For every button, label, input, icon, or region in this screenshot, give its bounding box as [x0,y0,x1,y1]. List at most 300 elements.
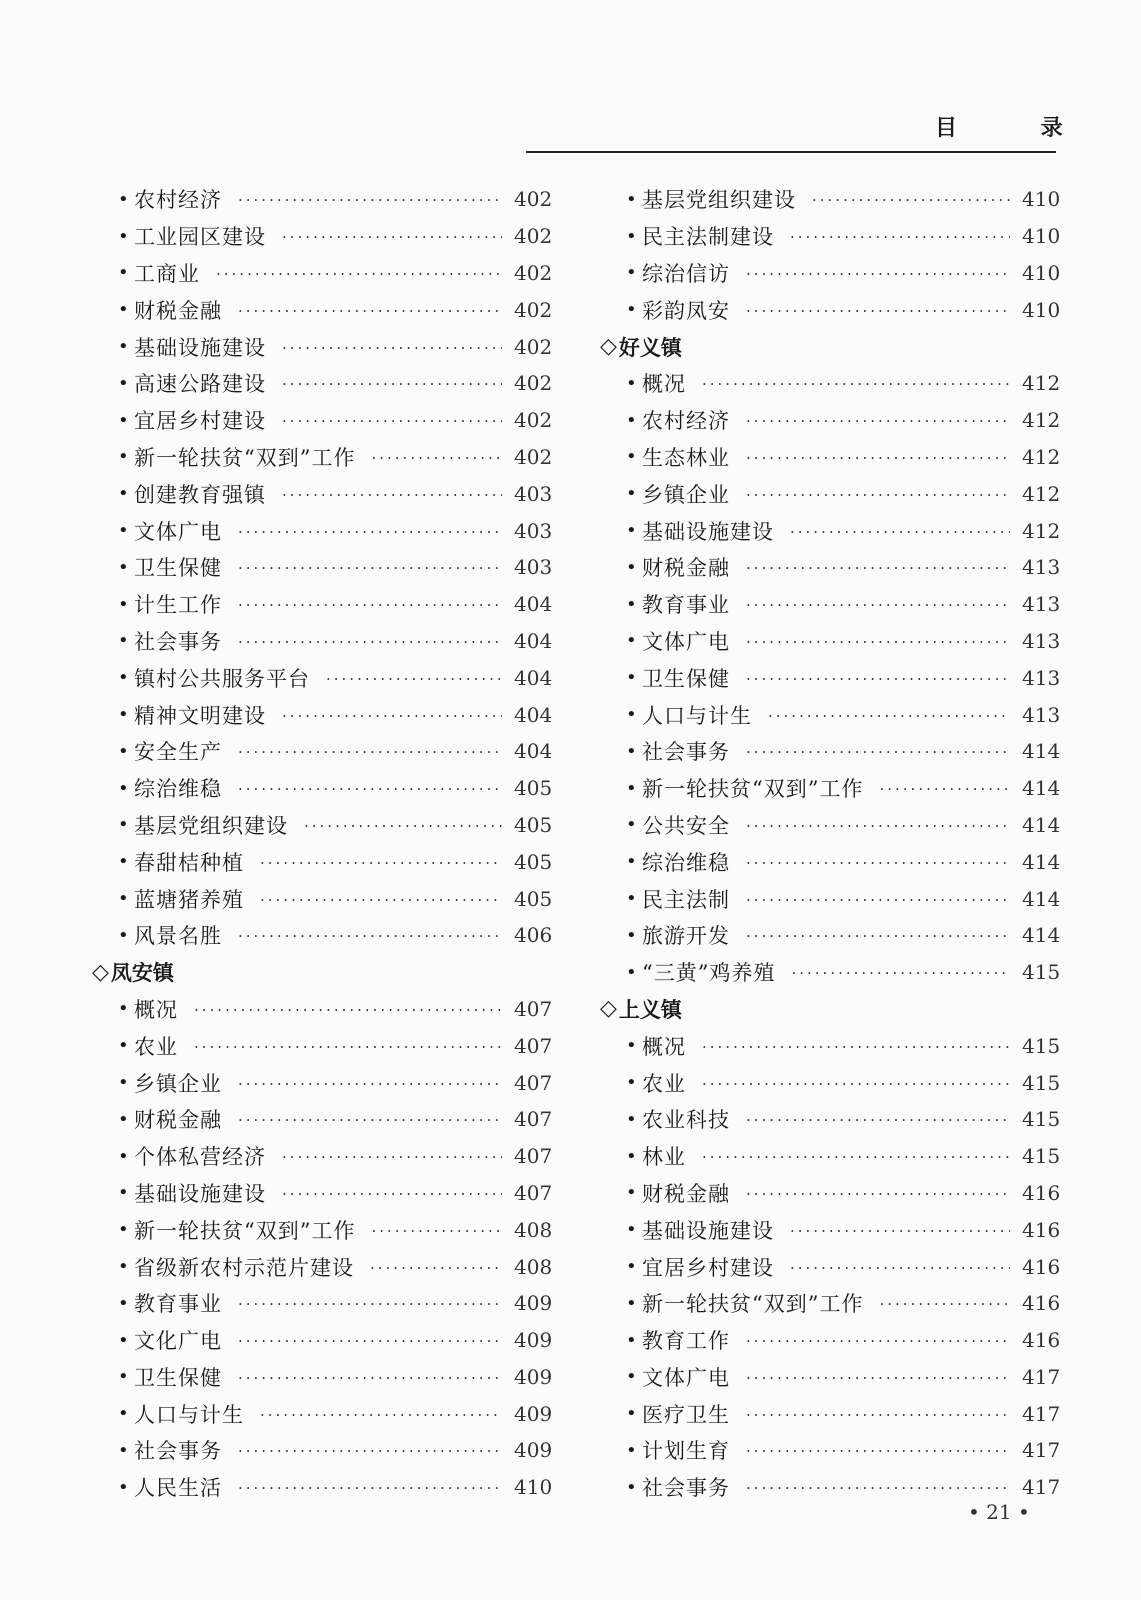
entry-page-number: 413 [1022,628,1061,653]
entry-label: 创建教育强镇 [134,482,266,507]
toc-entry [92,255,553,292]
toc-entry [600,1248,1061,1285]
dot-leader [238,1369,502,1387]
dot-leader [194,1001,502,1019]
bullet-icon: • [118,1366,129,1388]
entry-label: 社会事务 [134,629,222,654]
entry-page-number: 410 [514,1475,553,1500]
toc-entry [92,880,553,917]
toc-entry [600,291,1061,328]
toc-entry [92,402,553,439]
bullet-icon: • [118,336,129,358]
dot-leader [790,228,1010,246]
toc-entry [92,586,553,623]
entry-label: 工商业 [134,261,200,286]
page-header-title: 目 录 [935,116,1101,141]
dot-leader [304,817,502,835]
toc-entry [92,659,553,696]
entry-page-number: 413 [1022,702,1061,727]
bullet-icon: • [118,1329,129,1351]
bullet-icon: • [118,262,129,284]
entry-page-number: 413 [1022,555,1061,580]
bullet-icon: • [626,299,637,321]
entry-label: 宜居乡村建设 [134,409,266,434]
bullet-icon: • [118,740,129,762]
dot-leader [282,1148,502,1166]
dot-leader [282,707,502,725]
entry-page-number: 416 [1022,1254,1061,1279]
toc-entry [600,1175,1061,1212]
entry-page-number: 403 [514,518,553,543]
toc-entry [92,1248,553,1285]
toc-entry [92,1064,553,1101]
dot-leader [260,891,502,909]
bullet-icon: • [118,372,129,394]
entry-page-number: 413 [1022,665,1061,690]
entry-page-number: 410 [1022,297,1061,322]
dot-leader [790,1222,1010,1240]
toc-entry [92,1359,553,1396]
bullet-icon: • [118,1108,129,1130]
toc-entry [92,1432,553,1469]
entry-page-number: 414 [1022,776,1061,801]
entry-label: 个体私营经济 [134,1145,266,1170]
bullet-icon: • [118,1256,129,1277]
dot-leader [746,1442,1010,1460]
dot-leader [746,265,1010,283]
entry-label: 农村经济 [642,409,730,434]
entry-label: 蓝塘猪养殖 [134,887,244,912]
bullet-icon: • [626,1439,637,1461]
toc-entry [600,1395,1061,1432]
dot-leader [702,1038,1010,1056]
bullet-icon: • [626,372,637,394]
bullet-icon: • [626,1292,637,1314]
entry-label: 农村经济 [134,188,222,213]
bullet-icon: • [118,1219,129,1241]
entry-label: 文化广电 [134,1329,222,1354]
entry-label: 综治维稳 [134,777,222,802]
dot-leader [260,1406,502,1424]
entry-page-number: 414 [1022,886,1061,911]
entry-page-number: 404 [514,665,553,690]
entry-label: 综治信访 [642,261,730,286]
dot-leader [238,523,502,541]
toc-entry [92,328,553,365]
entry-label: 计划生育 [642,1439,730,1464]
entry-page-number: 402 [514,297,553,322]
entry-label: 新一轮扶贫“双到”工作 [134,445,356,470]
entry-page-number: 402 [514,408,553,433]
entry-label: 概况 [642,372,686,397]
entry-page-number: 409 [514,1438,553,1463]
bullet-icon: • [118,483,129,505]
entry-label: 民主法制 [642,887,730,912]
bullet-icon: • [626,446,637,468]
dot-leader [238,1111,502,1129]
entry-page-number: 415 [1022,1107,1061,1132]
entry-page-number: 415 [1022,1144,1061,1169]
entry-label: 基层党组织建设 [134,813,288,838]
toc-entry [600,1285,1061,1322]
bullet-icon: • [626,188,637,210]
entry-label: 镇村公共服务平台 [134,666,310,691]
bullet-icon: • [118,998,129,1020]
entry-page-number: 407 [514,1033,553,1058]
toc-entry [92,1395,553,1432]
bullet-icon: • [118,1145,129,1167]
bullet-icon: • [626,483,637,505]
entry-page-number: 408 [514,1254,553,1279]
entry-page-number: 405 [514,886,553,911]
dot-leader [371,1222,502,1240]
dot-leader [238,1332,502,1350]
dot-leader [746,670,1010,688]
entry-label: 卫生保健 [134,556,222,581]
entry-page-number: 402 [514,334,553,359]
bullet-icon: • [626,961,637,983]
entry-page-number: 405 [514,849,553,874]
entry-page-number: 417 [1022,1401,1061,1426]
bullet-icon: • [118,299,129,321]
section-label: 凤安镇 [110,960,174,986]
toc-entry [600,1359,1061,1396]
toc-entry [600,255,1061,292]
dot-leader [282,486,502,504]
toc-entry [92,623,553,660]
dot-leader [746,596,1010,614]
bullet-icon: • [118,188,129,210]
toc-entry [600,807,1061,844]
entry-page-number: 413 [1022,592,1061,617]
entry-label: 计生工作 [134,593,222,618]
dot-leader [371,449,502,467]
entry-label: 财税金融 [134,298,222,323]
bullet-icon: • [118,1439,129,1461]
toc-entry [92,1101,553,1138]
entry-page-number: 402 [514,371,553,396]
entry-page-number: 416 [1022,1217,1061,1242]
bullet-icon: • [118,1476,129,1498]
bullet-icon: • [118,409,129,431]
bullet-icon: • [118,556,129,578]
entry-label: 社会事务 [642,740,730,765]
toc-entry [600,659,1061,696]
entry-label: 基础设施建设 [134,1181,266,1206]
toc-entry [92,1027,553,1064]
toc-entry [92,181,553,218]
bullet-icon: • [626,556,637,578]
bullet-icon: • [118,924,129,946]
dot-leader [768,707,1010,725]
dot-leader [746,1111,1010,1129]
dot-leader [790,523,1010,541]
dot-leader [746,1479,1010,1497]
bullet-icon: • [118,446,129,468]
dot-leader [702,1148,1010,1166]
dot-leader [746,1406,1010,1424]
bullet-icon: • [118,593,129,615]
bullet-icon: • [626,740,637,762]
bullet-icon: • [626,593,637,615]
entry-label: 财税金融 [642,1181,730,1206]
dot-leader [238,780,502,798]
entry-label: 人口与计生 [134,1402,244,1427]
entry-page-number: 414 [1022,739,1061,764]
dot-leader [746,559,1010,577]
entry-page-number: 404 [514,628,553,653]
entry-label: 春甜桔种植 [134,850,244,875]
entry-page-number: 409 [514,1364,553,1389]
entry-page-number: 407 [514,1144,553,1169]
entry-page-number: 414 [1022,849,1061,874]
toc-entry [600,733,1061,770]
entry-label: 卫生保健 [134,1365,222,1390]
entry-page-number: 409 [514,1401,553,1426]
dot-leader [790,1259,1010,1277]
bullet-icon: • [118,667,129,689]
toc-entry [600,218,1061,255]
entry-label: 基础设施建设 [134,335,266,360]
bullet-icon: • [626,777,637,799]
toc-entry [600,1138,1061,1175]
dot-leader [238,1295,502,1313]
bullet-icon: • [626,630,637,652]
entry-label: 教育工作 [642,1329,730,1354]
bullet-icon: • [626,409,637,431]
entry-page-number: 412 [1022,408,1061,433]
dot-leader [879,780,1010,798]
bullet-icon: • [118,1182,129,1204]
entry-page-number: 416 [1022,1180,1061,1205]
entry-label: 概况 [134,997,178,1022]
toc-entry [92,365,553,402]
dot-leader [879,1295,1010,1313]
entry-page-number: 403 [514,555,553,580]
bullet-icon: • [626,1182,637,1204]
dot-leader [746,743,1010,761]
dot-leader [238,559,502,577]
toc-section-heading [600,328,1058,365]
bullet-icon: • [626,262,637,284]
bullet-icon: • [118,777,129,799]
entry-label: 民主法制建设 [642,225,774,250]
toc-entry [600,880,1061,917]
entry-page-number: 402 [514,224,553,249]
toc-entry [92,733,553,770]
entry-label: 文体广电 [642,1365,730,1390]
entry-label: 工业园区建设 [134,225,266,250]
toc-right-column [600,181,1061,1506]
toc-entry [600,512,1061,549]
toc-entry [92,917,553,954]
entry-label: 文体广电 [134,519,222,544]
entry-label: 基础设施建设 [642,1218,774,1243]
bullet-icon: • [118,888,129,910]
toc-entry [92,439,553,476]
entry-page-number: 410 [1022,260,1061,285]
toc-entry [600,917,1061,954]
dot-leader [746,302,1010,320]
toc-entry [92,1211,553,1248]
entry-page-number: 412 [1022,371,1061,396]
entry-label: 教育事业 [134,1292,222,1317]
entry-page-number: 415 [1022,1070,1061,1095]
bullet-icon: • [626,1108,637,1130]
dot-leader [238,743,502,761]
bullet-icon: • [118,851,129,873]
entry-label: 概况 [642,1034,686,1059]
entry-label: 人口与计生 [642,703,752,728]
dot-leader [194,1038,502,1056]
dot-leader [746,891,1010,909]
toc-entry [600,475,1061,512]
entry-page-number: 409 [514,1328,553,1353]
toc-entry [92,1138,553,1175]
entry-page-number: 416 [1022,1328,1061,1353]
toc-entry [600,365,1061,402]
dot-leader [746,1369,1010,1387]
entry-page-number: 410 [1022,187,1061,212]
entry-page-number: 410 [1022,224,1061,249]
entry-page-number: 406 [514,923,553,948]
dot-leader [746,449,1010,467]
entry-page-number: 414 [1022,812,1061,837]
bullet-icon: • [626,1035,637,1057]
toc-entry [600,1064,1061,1101]
diamond-icon: ◇ [92,959,109,985]
entry-label: 高速公路建设 [134,372,266,397]
bullet-icon: • [626,1219,637,1241]
entry-page-number: 408 [514,1217,553,1242]
entry-label: 新一轮扶贫“双到”工作 [642,777,864,802]
page-number: • 21 • [968,1500,1030,1524]
entry-page-number: 412 [1022,518,1061,543]
entry-label: 新一轮扶贫“双到”工作 [134,1218,356,1243]
entry-page-number: 414 [1022,923,1061,948]
dot-leader [238,191,502,209]
entry-label: 旅游开发 [642,924,730,949]
entry-page-number: 415 [1022,960,1061,985]
toc-entry [600,1101,1061,1138]
dot-leader [746,817,1010,835]
dot-leader [238,302,502,320]
section-label: 好义镇 [618,334,682,360]
dot-leader [746,633,1010,651]
bullet-icon: • [118,814,129,836]
dot-leader [282,412,502,430]
entry-label: 乡镇企业 [134,1071,222,1096]
dot-leader [238,1075,502,1093]
toc-entry [600,181,1061,218]
header-rule [526,151,1056,153]
bullet-icon: • [626,924,637,946]
bullet-icon: • [118,1035,129,1057]
entry-label: 林业 [642,1145,686,1170]
toc-entry [600,1322,1061,1359]
entry-page-number: 402 [514,260,553,285]
entry-label: 文体广电 [642,629,730,654]
bullet-icon: • [626,1329,637,1351]
entry-label: 精神文明建设 [134,703,266,728]
toc-entry [600,549,1061,586]
dot-leader [746,486,1010,504]
toc-entry [600,1027,1061,1064]
entry-page-number: 412 [1022,444,1061,469]
entry-page-number: 404 [514,702,553,727]
toc-entry [600,843,1061,880]
toc-entry [92,991,553,1028]
bullet-icon: • [118,630,129,652]
entry-label: 安全生产 [134,740,222,765]
bullet-icon: • [626,814,637,836]
toc-entry [600,623,1061,660]
entry-label: 基层党组织建设 [642,188,796,213]
entry-label: 基础设施建设 [642,519,774,544]
toc-entry [92,218,553,255]
entry-page-number: 402 [514,187,553,212]
toc-entry [92,807,553,844]
bullet-icon: • [626,1072,637,1094]
dot-leader [282,375,502,393]
entry-label: 农业科技 [642,1108,730,1133]
toc-entry [92,843,553,880]
dot-leader [282,1185,502,1203]
toc-entry [92,291,553,328]
entry-label: 农业 [642,1071,686,1096]
entry-label: 医疗卫生 [642,1402,730,1427]
entry-label: 综治维稳 [642,850,730,875]
entry-label: 财税金融 [134,1108,222,1133]
dot-leader [791,964,1010,982]
entry-page-number: 407 [514,1107,553,1132]
bullet-icon: • [118,225,129,247]
entry-page-number: 403 [514,481,553,506]
dot-leader [238,596,502,614]
entry-label: 彩韵凤安 [642,298,730,323]
bullet-icon: • [626,1403,637,1425]
toc-entry [600,1211,1061,1248]
toc-entry [92,512,553,549]
entry-page-number: 417 [1022,1475,1061,1500]
entry-page-number: 407 [514,996,553,1021]
entry-page-number: 412 [1022,481,1061,506]
bullet-icon: • [626,667,637,689]
dot-leader [238,633,502,651]
toc-entry [92,1175,553,1212]
entry-label: 社会事务 [642,1476,730,1501]
toc-entry [600,1432,1061,1469]
entry-page-number: 417 [1022,1438,1061,1463]
dot-leader [216,265,502,283]
toc-entry [600,586,1061,623]
entry-page-number: 405 [514,812,553,837]
bullet-icon: • [118,1292,129,1314]
dot-leader [238,927,502,945]
toc-section-heading [600,991,1058,1028]
bullet-icon: • [626,851,637,873]
bullet-icon: • [626,1476,637,1498]
entry-page-number: 404 [514,739,553,764]
toc-entry [600,696,1061,733]
entry-label: 省级新农村示范片建设 [134,1255,354,1280]
dot-leader [238,1479,502,1497]
dot-leader [702,375,1010,393]
entry-label: 财税金融 [642,556,730,581]
toc-entry [92,770,553,807]
entry-page-number: 404 [514,592,553,617]
toc-left-column [92,181,553,1506]
